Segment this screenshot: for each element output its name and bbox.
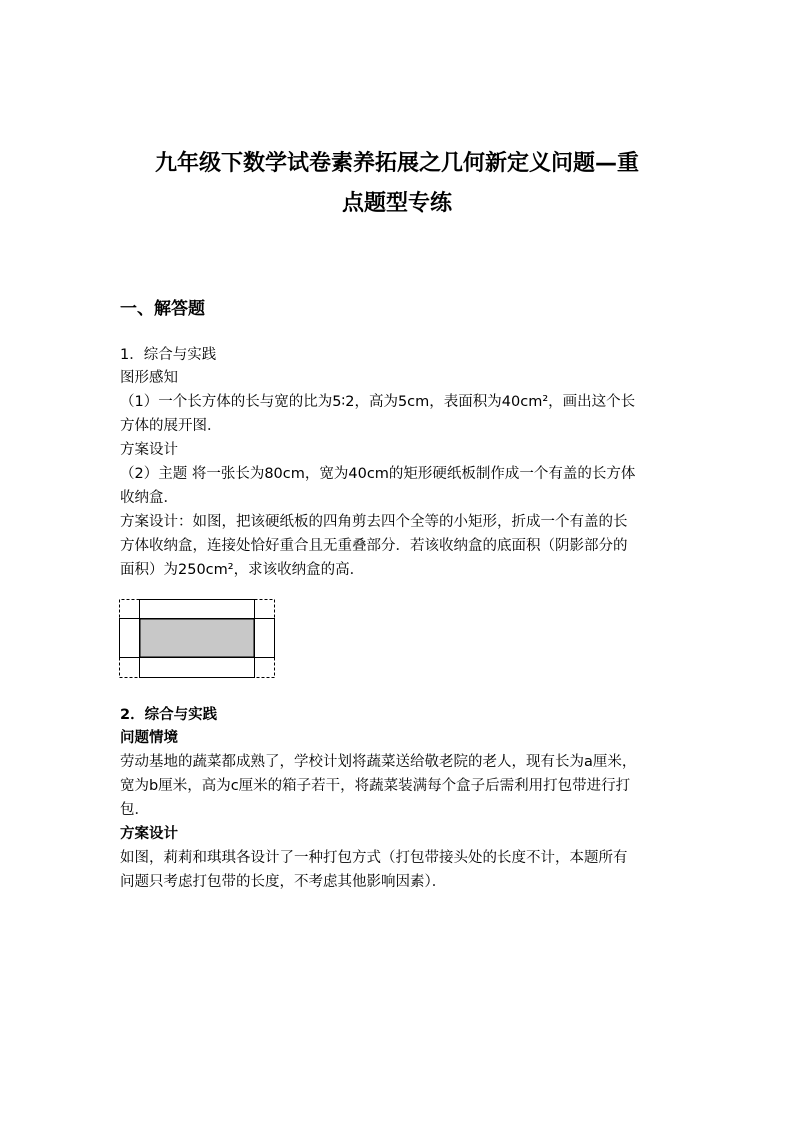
q1-design-line1: 方案设计：如图，把该硬纸板的四角剪去四个全等的小矩形，折成一个有盖的长 — [120, 514, 628, 530]
cardboard-net-diagram — [119, 599, 275, 678]
q1-part1-line2: 方体的展开图． — [120, 418, 222, 434]
q1-part2-line1: （2）主题 将一张长为80cm，宽为40cm的矩形硬纸板制作成一个有盖的长方体 — [120, 466, 636, 482]
diagram-right-flap — [255, 619, 275, 658]
q2-subheading-situation: 问题情境 — [120, 730, 178, 746]
q2-situation-line2: 宽为b厘米，高为c厘米的箱子若干，将蔬菜装满每个盒子后需利用打包带进行打 — [120, 778, 631, 794]
diagram-cut-corner-top-left — [120, 600, 140, 619]
q1-part2-line2: 收纳盒． — [120, 490, 178, 506]
q2-design-line1: 如图，莉莉和琪琪各设计了一种打包方式（打包带接头处的长度不计，本题所有 — [120, 850, 628, 866]
q2-heading — [120, 703, 217, 724]
q1-heading: 1．综合与实践 — [120, 347, 217, 363]
q1-part1-line1: （1）一个长方体的长与宽的比为5∶2，高为5cm，表面积为40cm²，画出这个长 — [120, 394, 636, 410]
q2-situation-line3: 包． — [120, 802, 149, 818]
q2-heading-text: 2．综合与实践 — [120, 707, 218, 723]
section-heading: 一、解答题 — [120, 299, 205, 319]
document-title-line-1: 九年级下数学试卷素养拓展之几何新定义问题—重 — [154, 151, 639, 176]
diagram-left-flap — [120, 619, 140, 658]
document-title-line-2: 点题型专练 — [341, 191, 452, 216]
diagram-cut-corner-top-right — [255, 600, 275, 619]
q1-design-line3: 面积）为250cm²，求该收纳盒的高． — [120, 562, 365, 578]
q1-subheading-perception: 图形感知 — [120, 370, 178, 386]
q2-situation-line1: 劳动基地的蔬菜都成熟了，学校计划将蔬菜送给敬老院的老人，现有长为a厘米， — [120, 754, 637, 770]
diagram-shaded-base — [140, 619, 254, 657]
diagram-bottom-panel — [140, 658, 255, 678]
diagram-cut-corner-bottom-left — [120, 658, 140, 678]
q1-subheading-design: 方案设计 — [120, 442, 178, 458]
diagram-top-lid — [140, 600, 255, 619]
diagram-cut-corner-bottom-right — [255, 658, 275, 678]
q2-subheading-design: 方案设计 — [120, 826, 178, 842]
q2-design-line2: 问题只考虑打包带的长度，不考虑其他影响因素）． — [120, 874, 447, 890]
q1-design-line2: 方体收纳盒，连接处恰好重合且无重叠部分．若该收纳盒的底面积（阴影部分的 — [120, 538, 628, 554]
